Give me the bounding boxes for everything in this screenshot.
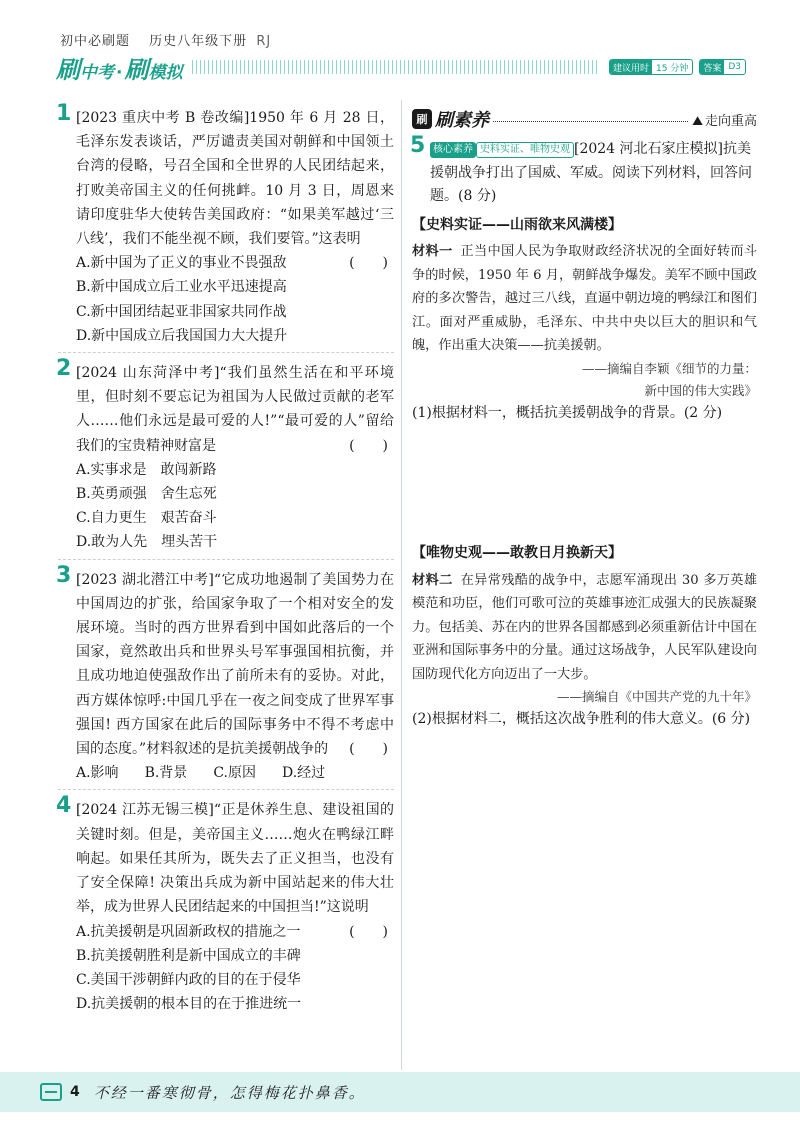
question-number: 4 <box>56 793 72 819</box>
question-stem: [2023 重庆中考 B 卷改编]1950 年 6 月 28 日，毛泽东发表谈话，严厉谴责美国对朝鲜和中国领土台湾的侵略，号召全国和全世界的人民团结起来，打败美帝国主义的任何挑衅。10 月 3 日，周恩来请印度驻华大使转告美国政府：“如果美军越过‘三八线’，我们不能坐视不顾，我们要管。”这表明 <box>76 110 394 248</box>
book-icon <box>40 1083 62 1101</box>
material-2-heading: 【唯物史观——敢教日月换新天】 <box>412 545 622 561</box>
material-1-text: 正当中国人民为争取财政经济状况的全面好转而斗争的时候，1950 年 6 月，朝鲜战争爆发。美军不顾中国政府的多次警告，越过三八线，直逼中朝边境的鸭绿江和图们江。面对严重威胁，毛泽东、中共中央以巨大的胆识和气魄，作出重大决策——抗美援朝。 <box>412 244 758 353</box>
option-b[interactable]: B.英勇顽强 舍生忘死 <box>76 486 217 503</box>
footer-motto: 不经一番寒彻骨，怎得梅花扑鼻香。 <box>93 1083 366 1102</box>
question-stem: [2023 湖北潜江中考]“它成功地遏制了美国势力在中国周边的扩张，给国家争取了一个相对安全的发展环境。当时的西方世界看到中国如此落后的一个国家，竟然敢出兵和世界头号军事强国相抗衡，并且成功地迫使强敌作出了前所未有的妥协。对此，西方媒体惊呼:中国几乎在一夜之间变成了世界军事强国! 西方国家在此后的国际事务中不得不考虑中国的态度。”材料叙述的是抗美援朝战争的 <box>76 571 394 758</box>
banner-decoration <box>192 60 599 74</box>
material-1-heading: 【史料实证——山雨欲来风满楼】 <box>412 216 622 233</box>
book-edition: RJ <box>256 34 272 49</box>
material-2-label: 材料二 <box>412 572 453 588</box>
question-source: [2024 河北石家庄模拟] <box>574 141 724 157</box>
answer-blank[interactable]: ( ) <box>349 437 388 454</box>
core-literacy-badge: 核心素养 <box>430 142 476 158</box>
option-d[interactable]: D.经过 <box>281 765 326 782</box>
page-number: 4 <box>70 1084 80 1100</box>
column-divider <box>401 100 402 1070</box>
question-stem: [2024 江苏无锡三模]“正是休养生息、建设祖国的关键时刻。但是，美帝国主义……炮火在鸭绿江畔响起。如果任其所为，既失去了正义担当，也没有了安全保障! 决策出兵成为新中国站起来的伟大壮举，成为世界人民团结起来的中国担当!”这说明 <box>76 802 394 916</box>
question-intro: 抗美援朝战争打出了国威、军威。阅读下列材料，回答问题。(8 分) <box>430 141 752 204</box>
question-number: 1 <box>56 101 72 126</box>
mountain-flag-icon: ⛰ <box>692 113 703 129</box>
question-3 <box>56 562 394 791</box>
option-a[interactable]: A.实事求是 敢闯新路 <box>76 461 217 478</box>
option-a[interactable]: A.抗美援朝是巩固新政权的措施之一 <box>76 923 301 940</box>
option-c[interactable]: C.原因 <box>213 765 256 782</box>
question-5 <box>410 133 758 932</box>
left-column <box>56 101 394 1024</box>
question-number: 2 <box>56 356 72 382</box>
material-1-source: ——摘编自李颖《细节的力量： 新中国的伟大实践》 <box>581 360 757 398</box>
material-1-label: 材料一 <box>412 244 453 259</box>
book-title: 初中必刷题 <box>60 34 131 49</box>
brand-logo: 刷 中考 · 刷 模拟 <box>56 55 183 84</box>
material-1 <box>412 240 757 358</box>
sub-question-2: (2)根据材料二，概括这次战争胜利的伟大意义。(6 分) <box>412 711 751 727</box>
option-d[interactable]: D.敢为人先 埋头苦干 <box>76 534 218 551</box>
sub-question-1: (1)根据材料一，概括抗美援朝战争的背景。(2 分) <box>412 404 723 421</box>
page-footer <box>0 1072 800 1112</box>
option-c[interactable]: C.自力更生 艰苦奋斗 <box>76 510 217 527</box>
question-4 <box>56 793 394 1016</box>
question-2 <box>56 356 394 560</box>
answer-blank[interactable]: ( ) <box>349 923 388 940</box>
skills-badge: 史料实证、唯物史观 <box>476 142 574 158</box>
answer-blank[interactable]: ( ) <box>349 255 388 272</box>
brush-icon: 刷 <box>412 109 432 129</box>
option-b[interactable]: B.背景 <box>144 765 188 782</box>
answer-tag: 答案 D3 <box>699 59 746 75</box>
material-2-text: 在异常残酷的战争中，志愿军涌现出 30 多万英雄模范和功臣，他们可歌可泣的英雄事迹汇成强大的民族凝聚力。包括美、苏在内的世界各国都感到必须重新估计中国在亚洲和国际事务中的分量。通过这场战争，人民军队建设向国防现代化方向迈出了一大步。 <box>412 572 758 682</box>
right-column <box>412 106 757 932</box>
question-stem: [2024 山东菏泽中考]“我们虽然生活在和平环境里，但时刻不要忘记为祖国为人民做过贡献的老军人……他们永远是最可爱的人!”“最可爱的人”留给我们的宝贵精神财富是 <box>76 365 394 454</box>
material-2-source: ——摘编自《中国共产党的九十年》 <box>556 689 757 704</box>
answer-blank[interactable]: ( ) <box>349 741 388 758</box>
suggested-time-tag: 建议用时 15 分钟 <box>609 59 693 75</box>
question-separator <box>58 789 394 790</box>
section-banner <box>56 52 746 82</box>
option-b[interactable]: B.新中国成立后工业水平迅速提高 <box>76 279 287 296</box>
option-a[interactable]: A.新中国为了正义的事业不畏强敌 <box>76 255 287 272</box>
answer-area-1[interactable] <box>430 425 757 537</box>
option-a[interactable]: A.影响 <box>76 765 119 782</box>
question-1 <box>56 101 394 353</box>
book-subject: 历史八年级下册 <box>149 34 248 49</box>
material-2 <box>412 569 757 687</box>
option-c[interactable]: C.美国干涉朝鲜内政的目的在于侵华 <box>76 971 301 988</box>
question-number: 3 <box>56 562 72 588</box>
section-header <box>412 106 757 132</box>
option-d[interactable]: D.新中国成立后我国国力大大提升 <box>76 327 288 344</box>
book-header <box>60 30 271 49</box>
answer-area-2[interactable] <box>430 732 757 932</box>
question-separator <box>58 352 394 353</box>
climb-label: ⛰ 走向重高 <box>692 113 757 129</box>
option-d[interactable]: D.抗美援朝的根本目的在于推进统一 <box>76 996 302 1013</box>
question-number: 5 <box>410 133 426 158</box>
section-title: 刷素养 <box>435 110 489 131</box>
option-b[interactable]: B.抗美援朝胜利是新中国成立的丰碑 <box>76 947 301 964</box>
dotted-arrow <box>493 121 688 122</box>
option-c[interactable]: C.新中国团结起亚非国家共同作战 <box>76 303 287 320</box>
question-separator <box>58 559 394 560</box>
